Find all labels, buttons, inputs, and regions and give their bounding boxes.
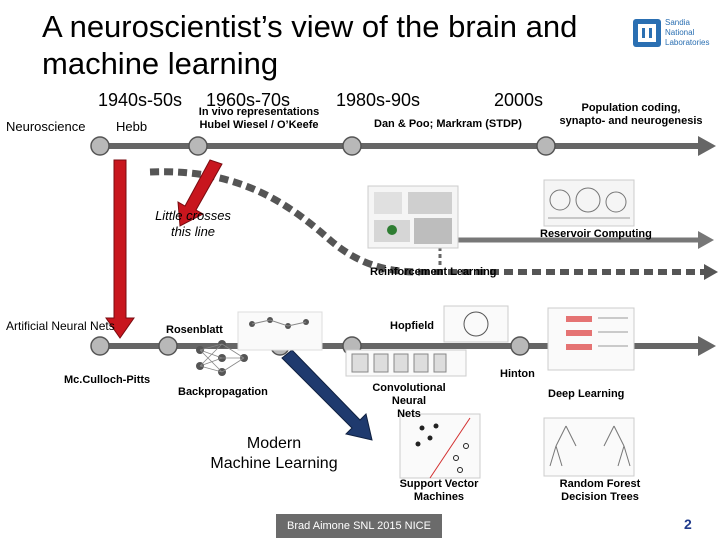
rosenblatt-label: Rosenblatt bbox=[166, 324, 223, 336]
logo-text: Sandia National Laboratories bbox=[665, 18, 710, 47]
random-forest-line2: Decision Trees bbox=[561, 491, 639, 503]
node-invivo bbox=[189, 137, 207, 155]
footer-credit: Brad Aimone SNL 2015 NICE bbox=[276, 514, 442, 538]
population-figure-thumbnail bbox=[544, 180, 634, 226]
invivo-label bbox=[184, 106, 334, 132]
page-number: 2 bbox=[684, 516, 692, 532]
era-1940s-50s: 1940s-50s bbox=[98, 90, 183, 110]
node-mcculloch bbox=[91, 337, 109, 355]
svm-line2: Machines bbox=[413, 491, 465, 503]
modern-ml-line1: Modern bbox=[246, 435, 302, 452]
invivo-line1: In vivo representations bbox=[198, 106, 320, 118]
cnn-line2: Nets bbox=[397, 408, 421, 420]
red-arrow-hebb bbox=[106, 160, 134, 338]
dashed-divider-arrowhead bbox=[704, 264, 718, 280]
deep-learning-thumbnail bbox=[548, 308, 634, 370]
population-line2: synapto- and neurogenesis bbox=[559, 115, 703, 127]
reinforcement-label: Reinforcement Learning bbox=[370, 266, 497, 278]
stdp-figure-thumbnail bbox=[368, 186, 458, 248]
little-crosses-note bbox=[148, 208, 238, 240]
dan-poo-label: Dan & Poo; Markram (STDP) bbox=[374, 118, 522, 130]
deep-learning-label: Deep Learning bbox=[548, 388, 625, 400]
track-ann: Artificial Neural Nets bbox=[6, 319, 115, 333]
node-population bbox=[537, 137, 555, 155]
rosenblatt-network-thumbnail bbox=[238, 312, 322, 350]
svm-label bbox=[386, 478, 492, 504]
svm-line1: Support Vector bbox=[399, 478, 479, 490]
track-neuroscience: Neuroscience bbox=[6, 119, 86, 134]
little-crosses-line1: Little crosses bbox=[155, 208, 231, 223]
population-label bbox=[548, 102, 714, 128]
node-dan-poo bbox=[343, 137, 361, 155]
neuroscience-timeline-arrowhead bbox=[698, 136, 716, 156]
era-2000s: 2000s bbox=[494, 90, 544, 110]
node-hebb bbox=[91, 137, 109, 155]
era-1980s-90s: 1980s-90s bbox=[336, 90, 421, 110]
reservoir-arrowhead bbox=[698, 231, 714, 249]
random-forest-label bbox=[540, 478, 660, 504]
mcculloch-label: Mc.Culloch-Pitts bbox=[64, 374, 151, 386]
little-crosses-line2: this line bbox=[170, 224, 216, 239]
invivo-line2: Hubel Wiesel / O’Keefe bbox=[199, 119, 319, 131]
node-rosenblatt bbox=[159, 337, 177, 355]
modern-ml-line2: Machine Learning bbox=[210, 455, 338, 472]
random-forest-line1: Random Forest bbox=[559, 478, 641, 490]
modern-ml-label bbox=[190, 434, 358, 474]
random-forest-thumbnail bbox=[544, 418, 634, 476]
svm-scatter-thumbnail bbox=[400, 414, 480, 478]
cnn-label bbox=[354, 382, 464, 421]
hopfield-label: Hopfield bbox=[390, 320, 434, 332]
reservoir-label: Reservoir Computing bbox=[540, 228, 652, 240]
era-1960s-70s: 1960s-70s bbox=[206, 90, 291, 110]
population-line1: Population coding, bbox=[581, 102, 681, 114]
ann-timeline-arrowhead bbox=[698, 336, 716, 356]
page-title: A neuroscientist’s view of the brain and machine learning bbox=[42, 9, 578, 81]
hopfield-thumbnail bbox=[444, 306, 508, 342]
cnn-thumbnail bbox=[346, 350, 466, 376]
cnn-line1: Convolutional Neural bbox=[372, 382, 446, 407]
node-hinton bbox=[511, 337, 529, 355]
backprop-label: Backpropagation bbox=[178, 386, 268, 398]
hinton-label: Hinton bbox=[500, 368, 535, 380]
hebb-label: Hebb bbox=[116, 119, 148, 134]
